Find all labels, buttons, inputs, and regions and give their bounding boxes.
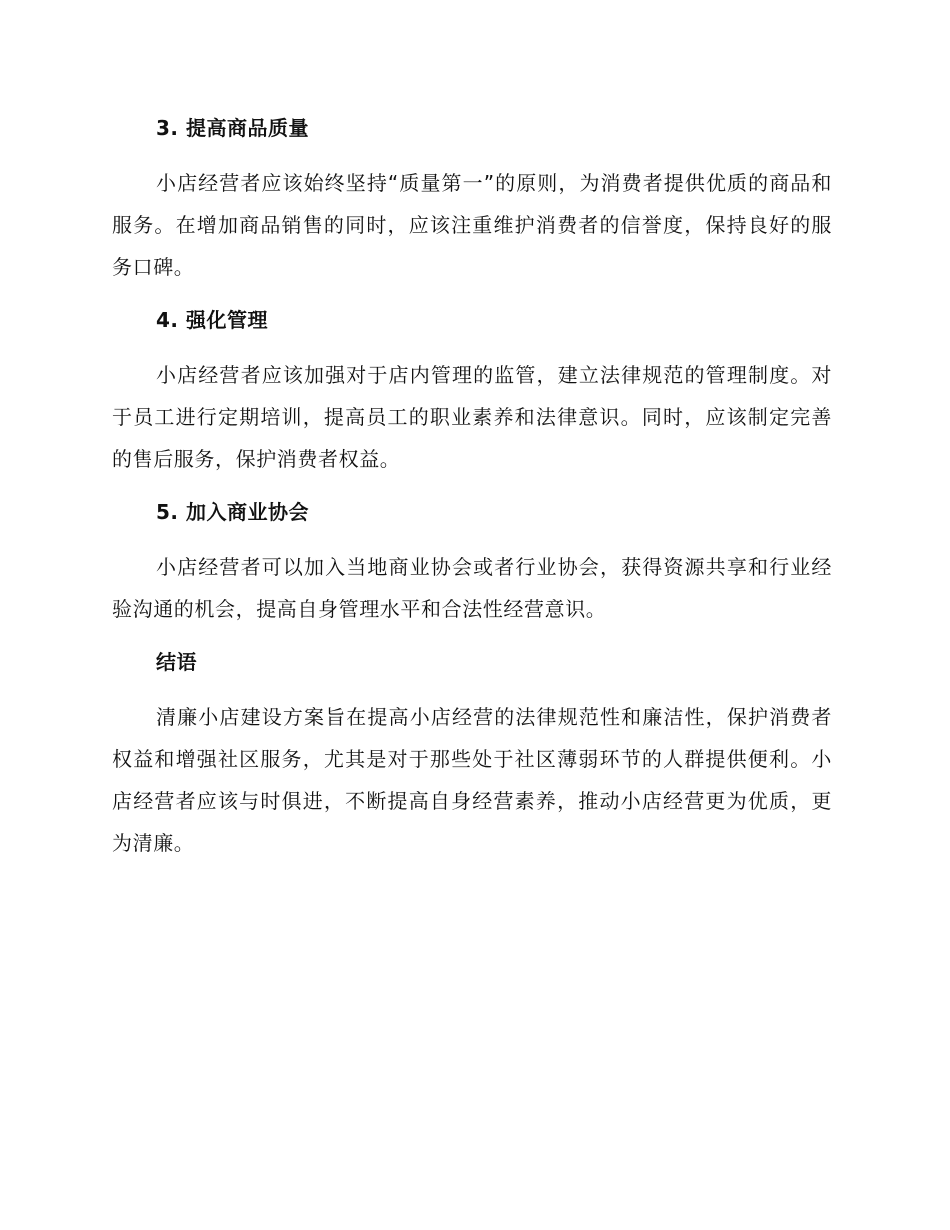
section-paragraph-conclusion: 清廉小店建设方案旨在提高小店经营的法律规范性和廉洁性，保护消费者权益和增强社区服务，尤其是对于那些处于社区薄弱环节的人群提供便利。小店经营者应该与时俱进，不断提高自身经营素养，推动小店经营更为优质，更为清廉。 bbox=[112, 705, 832, 855]
section-heading-conclusion: 结语 bbox=[156, 650, 197, 674]
section-heading-association: 5. 加入商业协会 bbox=[156, 500, 309, 524]
section-heading-quality: 3. 提高商品质量 bbox=[156, 116, 309, 140]
document-body bbox=[112, 108, 832, 864]
section-paragraph-association: 小店经营者可以加入当地商业协会或者行业协会，获得资源共享和行业经验沟通的机会，提高自身管理水平和合法性经营意识。 bbox=[112, 555, 832, 621]
section-paragraph-management: 小店经营者应该加强对于店内管理的监管，建立法律规范的管理制度。对于员工进行定期培训，提高员工的职业素养和法律意识。同时，应该制定完善的售后服务，保护消费者权益。 bbox=[112, 363, 832, 471]
section-heading-management: 4. 强化管理 bbox=[156, 308, 268, 332]
section-paragraph-quality: 小店经营者应该始终坚持“质量第一”的原则，为消费者提供优质的商品和服务。在增加商品销售的同时，应该注重维护消费者的信誉度，保持良好的服务口碑。 bbox=[112, 171, 832, 279]
